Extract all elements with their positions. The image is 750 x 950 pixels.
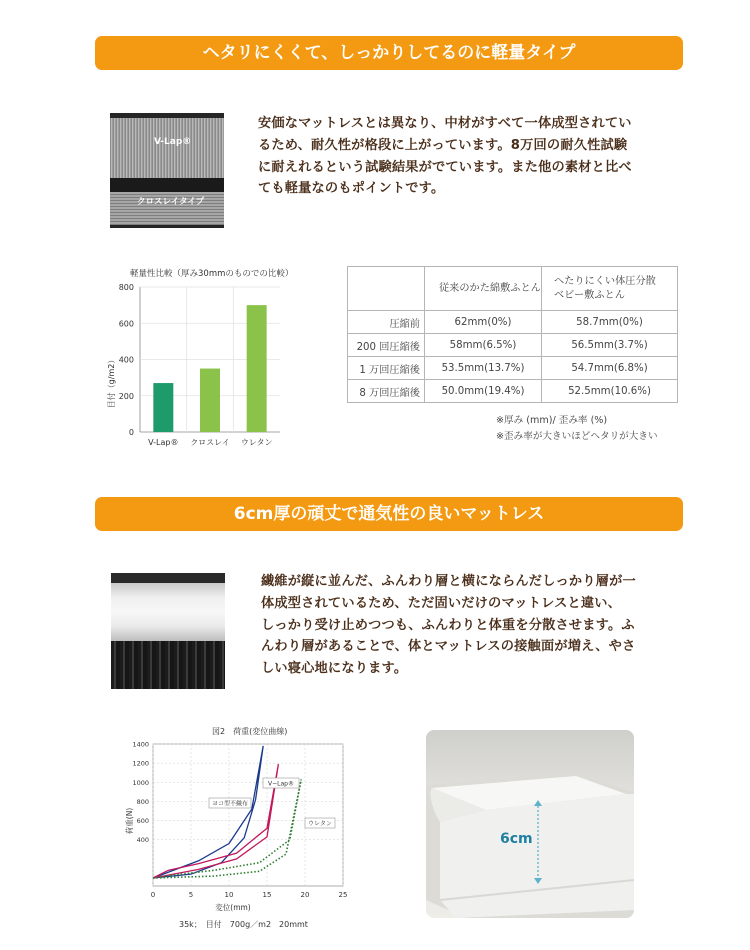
cell-value: 52.5mm(10.6%) <box>542 380 678 403</box>
x-tick-label: 10 <box>224 891 234 899</box>
paragraph-line: んわり層があることで、体とマットレスの接触面が増え、やさ <box>261 639 636 655</box>
series-line <box>153 779 301 878</box>
x-tick-label: クロスレイ <box>190 438 230 447</box>
cell-value: 58.7mm(0%) <box>542 311 678 334</box>
series-label: ヨコ型不織布 <box>211 800 249 808</box>
paragraph-line: 体成型されているため、ただ固いだけのマットレスと違い、 <box>261 595 622 611</box>
row-label: 8 万回圧縮後 <box>348 380 425 403</box>
table-corner <box>348 267 425 311</box>
y-tick-label: 800 <box>136 797 149 806</box>
table-header: へたりにくい体圧分散 ベビー敷ふとん <box>542 267 678 311</box>
section1-banner: ヘタリにくくて、しっかりしてるのに軽量タイプ <box>95 36 683 70</box>
paragraph-line: に耐えれるという試験結果がでています。また他の素材と比べ <box>258 159 632 175</box>
paragraph-line: るため、耐久性が格段に上がっています。8万回の耐久性試験 <box>258 137 628 153</box>
bar <box>153 383 173 432</box>
y-axis-label: 目付（g/m2） <box>107 355 116 409</box>
row-label: 200 回圧縮後 <box>348 334 425 357</box>
mattress-photo <box>426 730 634 918</box>
y-tick-label: 600 <box>118 319 134 329</box>
row-label: 圧縮前 <box>348 311 425 334</box>
table-header: 従来のかた綿敷ふとん <box>425 267 542 311</box>
y-tick-label: 800 <box>118 283 134 292</box>
y-tick-label: 600 <box>136 817 149 826</box>
x-tick-label: 20 <box>300 891 310 899</box>
x-tick-label: 0 <box>150 891 156 899</box>
y-tick-label: 400 <box>136 836 149 845</box>
chart-title: 図2 荷重(変位曲線) <box>212 727 288 736</box>
thickness-label: 6cm <box>500 831 533 847</box>
cell-value: 54.7mm(6.8%) <box>542 357 678 380</box>
cell-value: 56.5mm(3.7%) <box>542 334 678 357</box>
section2-paragraph <box>261 571 636 680</box>
y-tick-label: 1000 <box>132 778 149 787</box>
y-tick-label: 400 <box>118 355 134 365</box>
foam-crosssection-photo <box>111 573 225 689</box>
photo-label-crossley: クロスレイタイプ <box>137 197 205 207</box>
paragraph-line: ても軽量なのもポイントです。 <box>258 181 445 197</box>
x-tick-label: 25 <box>338 891 348 899</box>
table-row <box>348 311 678 334</box>
cell-value: 62mm(0%) <box>425 311 542 334</box>
series-line <box>153 764 278 878</box>
series-line <box>153 746 263 878</box>
bar <box>200 369 220 432</box>
y-axis-label: 荷重(N) <box>125 807 134 835</box>
paragraph-line: 安価なマットレスとは異なり、中材がすべて一体成型されてい <box>258 116 632 131</box>
y-tick-label: 1200 <box>132 759 149 768</box>
load-displacement-chart <box>115 722 350 932</box>
y-tick-label: 1400 <box>132 740 149 749</box>
section2-banner: 6cm厚の頑丈で通気性の良いマットレス <box>95 497 683 531</box>
cell-value: 58mm(6.5%) <box>425 334 542 357</box>
paragraph-line: 繊維が縦に並んだ、ふんわり層と横にならんだしっかり層が一 <box>261 574 636 589</box>
x-tick-label: V-Lap® <box>148 438 179 447</box>
table-row <box>348 357 678 380</box>
bar <box>247 305 267 432</box>
cell-value: 50.0mm(19.4%) <box>425 380 542 403</box>
series-label: V−Lap® <box>268 780 294 788</box>
x-axis-label: 変位(mm) <box>215 903 251 912</box>
chart-caption: 35k； 目付 700g／m2 20mmt <box>179 920 308 929</box>
x-tick-label: 15 <box>262 891 272 899</box>
paragraph-line: しっかり受け止めつつも、ふんわりと体重を分散させます。ふ <box>261 617 635 633</box>
chart-title: 軽量性比較（厚み30mmのものでの比較） <box>130 269 294 279</box>
photo-label-vlap: V-Lap® <box>154 137 192 147</box>
weight-comparison-chart <box>100 262 300 454</box>
table-note: ※歪み率が大きいほどヘタリが大きい <box>496 431 658 442</box>
table-row <box>348 334 678 357</box>
x-tick-label: 5 <box>188 891 194 899</box>
y-tick-label: 200 <box>118 391 134 401</box>
table-note: ※厚み (mm)/ 歪み率 (%) <box>496 415 608 426</box>
cell-value: 53.5mm(13.7%) <box>425 357 542 380</box>
paragraph-line: しい寝心地になります。 <box>261 661 408 677</box>
series-label: ウレタン <box>308 820 332 828</box>
y-tick-label: 0 <box>128 428 134 437</box>
table-row <box>348 380 678 403</box>
vlap-crosssection-photo <box>110 113 224 228</box>
row-label: 1 万回圧縮後 <box>348 357 425 380</box>
compression-table <box>347 266 678 403</box>
section1-paragraph <box>258 113 632 200</box>
x-tick-label: ウレタン <box>240 438 273 447</box>
